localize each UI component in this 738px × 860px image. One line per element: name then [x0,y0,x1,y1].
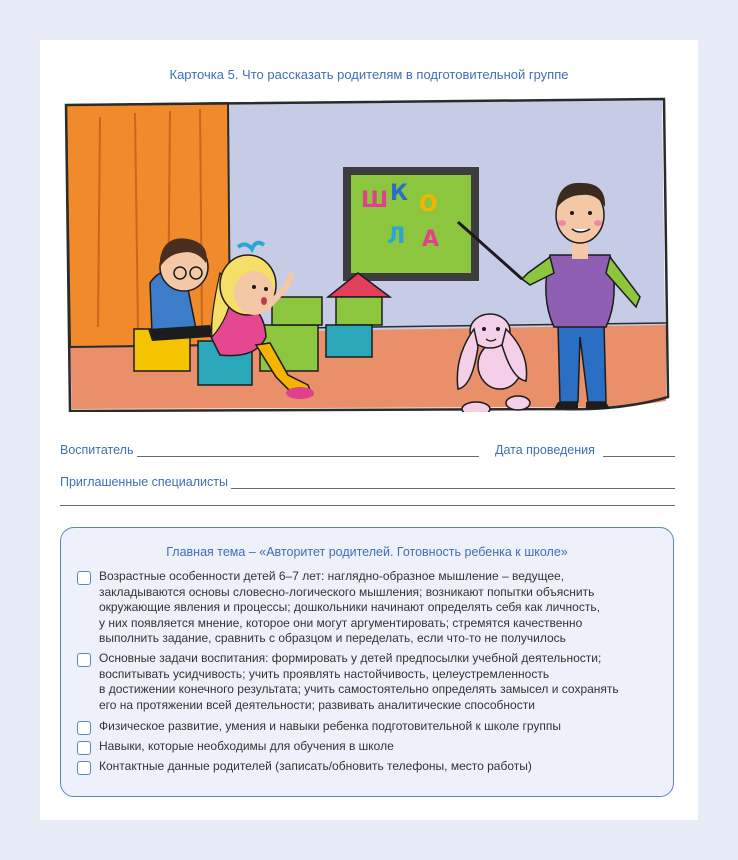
board-letter-5: А [422,227,440,252]
checkbox[interactable] [77,741,91,755]
checkbox[interactable] [77,761,91,775]
teacher-label: Воспитатель [60,443,134,457]
card-page [40,40,698,820]
date-label: Дата проведения [495,443,595,457]
board-letter-2: К [390,181,408,206]
main-topic-title: Главная тема – «Авторитет родителей. Готовность ребенка к школе» [166,545,568,559]
checklist-item-text: Контактные данные родителей (записать/обновить телефоны, место работы) [99,759,532,773]
checklist-item-text: Навыки, которые необходимы для обучения в школе [99,739,394,753]
card-title: Карточка 5. Что рассказать родителям в подготовительной группе [169,67,569,82]
checklist-item-text: Физическое развитие, умения и навыки ребенка подготовительной к школе группы [99,719,562,733]
checkbox[interactable] [77,653,91,667]
checkbox[interactable] [77,571,91,585]
checklist-item-text: Основные задачи воспитания: формировать у детей предпосылки учебной деятельности; воспитывать усидчивость; учить проявлять настойчивость, целеустремленность в достижении конечного результата; учить самостоятельно определять замысел и сохранять его на протяжении всей деятельности; развивать аналитические способности [99,651,619,712]
main-topic-box [60,527,674,797]
teacher-field[interactable] [137,456,479,457]
specialists-label: Приглашенные специалисты [60,475,228,489]
specialists-field-extra-line[interactable] [60,505,675,506]
checklist-item-text: Возрастные особенности детей 6–7 лет: наглядно-образное мышление – ведущее, закладываются основы словесно-логического мышления; возникают попытки объяснить окружающие явления и процессы; дошкольники начинают определять себя как личность, у них появляется мнение, которое они могут аргументировать; стремятся качественно выполнить задание, сравнить с образцом и переделать, если что-то не получилось [99,569,600,645]
checkbox[interactable] [77,721,91,735]
checklist-item [77,739,662,755]
checklist-item [77,651,662,713]
board-letter-4: Л [387,224,406,249]
checklist-item [77,569,662,647]
checklist-item [77,719,662,735]
curtain [66,103,230,347]
board-letter-1: Ш [361,188,389,213]
specialists-field[interactable] [231,488,675,489]
classroom-illustration [60,97,670,412]
checklist-item [77,759,662,775]
board-letter-3: О [419,192,438,217]
date-field[interactable] [603,456,675,457]
